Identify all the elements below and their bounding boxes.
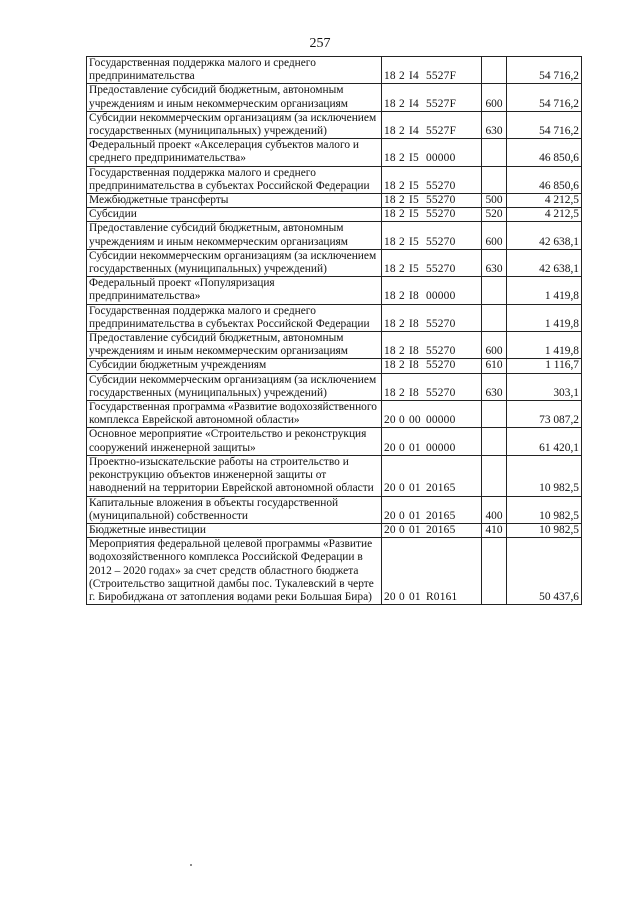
row-name: Федеральный проект «Популяризация предпринимательства» [87, 277, 382, 304]
code-part: 01 [409, 523, 421, 536]
row-name: Субсидии некоммерческим организациям (за исключением государственных (муниципальных) учреждений) [87, 373, 382, 400]
row-code [382, 538, 482, 605]
code-part: 00 [409, 414, 421, 427]
code-part: 55270 [426, 359, 456, 372]
code-part: 2 [399, 152, 405, 165]
row-name: Федеральный проект «Акселерация субъектов малого и среднего предпринимательства» [87, 139, 382, 166]
row-expense-type: 500 [482, 194, 507, 208]
row-code [382, 194, 482, 208]
row-code [382, 496, 482, 523]
table-row [87, 455, 582, 496]
code-part: 18 [384, 152, 396, 165]
row-expense-type [482, 139, 507, 166]
row-amount: 50 437,6 [507, 538, 582, 605]
table-row [87, 496, 582, 523]
code-part: 2 [399, 263, 405, 276]
code-part: 55270 [426, 208, 456, 221]
code-part: 55270 [426, 386, 456, 399]
code-part: 2 [399, 290, 405, 303]
code-part: 20 [384, 414, 396, 427]
table-row [87, 428, 582, 455]
row-name: Государственная программа «Развитие водохозяйственного комплекса Еврейской автономной области» [87, 401, 382, 428]
row-name: Межбюджетные трансферты [87, 194, 382, 208]
row-expense-type: 520 [482, 208, 507, 222]
row-expense-type [482, 57, 507, 84]
code-part: 18 [384, 263, 396, 276]
code-part: 18 [384, 235, 396, 248]
code-part: 20 [384, 482, 396, 495]
code-part: 2 [399, 179, 405, 192]
row-name: Государственная поддержка малого и среднего предпринимательства в субъектах Российской Федерации [87, 304, 382, 331]
code-part: 55270 [426, 179, 456, 192]
table-row [87, 249, 582, 276]
row-amount: 61 420,1 [507, 428, 582, 455]
code-part: 01 [409, 482, 421, 495]
code-part: I5 [409, 208, 419, 221]
code-part: I8 [409, 345, 419, 358]
row-amount: 46 850,6 [507, 139, 582, 166]
code-part: 55270 [426, 317, 456, 330]
row-amount: 303,1 [507, 373, 582, 400]
code-part: 20165 [426, 523, 456, 536]
row-name: Капитальные вложения в объекты государственной (муниципальной) собственности [87, 496, 382, 523]
code-part: 0 [399, 482, 405, 495]
table-row [87, 304, 582, 331]
table-row [87, 332, 582, 359]
row-expense-type: 600 [482, 84, 507, 111]
page-number: 257 [309, 36, 331, 51]
row-amount: 54 716,2 [507, 111, 582, 138]
row-expense-type: 630 [482, 373, 507, 400]
code-part: 55270 [426, 194, 456, 207]
table-row [87, 401, 582, 428]
row-code [382, 166, 482, 193]
row-amount: 10 982,5 [507, 496, 582, 523]
row-amount: 73 087,2 [507, 401, 582, 428]
code-part: 2 [399, 194, 405, 207]
code-part: 55270 [426, 345, 456, 358]
row-name: Бюджетные инвестиции [87, 523, 382, 537]
code-part: 2 [399, 386, 405, 399]
row-amount: 10 982,5 [507, 523, 582, 537]
row-expense-type [482, 304, 507, 331]
table-row [87, 111, 582, 138]
budget-table [86, 56, 582, 605]
table-row [87, 194, 582, 208]
code-part: I4 [409, 70, 419, 83]
row-amount: 42 638,1 [507, 222, 582, 249]
row-amount: 10 982,5 [507, 455, 582, 496]
code-part: R0161 [426, 590, 458, 603]
code-part: I5 [409, 179, 419, 192]
code-part: 01 [409, 590, 421, 603]
code-part: 5527F [426, 125, 457, 138]
row-code [382, 208, 482, 222]
row-name: Субсидии некоммерческим организациям (за исключением государственных (муниципальных) учреждений) [87, 111, 382, 138]
code-part: 00000 [426, 441, 456, 454]
row-name: Предоставление субсидий бюджетным, автономным учреждениям и иным некоммерческим организациям [87, 84, 382, 111]
table-row [87, 139, 582, 166]
scan-speck [190, 864, 192, 866]
row-amount: 54 716,2 [507, 57, 582, 84]
row-code [382, 401, 482, 428]
code-part: 2 [399, 208, 405, 221]
table-row [87, 523, 582, 537]
row-name: Предоставление субсидий бюджетным, автономным учреждениям и иным некоммерческим организациям [87, 332, 382, 359]
code-part: 18 [384, 194, 396, 207]
code-part: 00000 [426, 152, 456, 165]
code-part: 01 [409, 441, 421, 454]
row-name: Проектно-изыскательские работы на строительство и реконструкцию объектов инженерной защиты от наводнений на территории Еврейской автономной области [87, 455, 382, 496]
code-part: 18 [384, 125, 396, 138]
row-expense-type: 400 [482, 496, 507, 523]
row-name: Основное мероприятие «Строительство и реконструкция сооружений инженерной защиты» [87, 428, 382, 455]
code-part: 0 [399, 523, 405, 536]
budget-table-body [87, 57, 582, 605]
row-code [382, 222, 482, 249]
code-part: I8 [409, 359, 419, 372]
code-part: 20 [384, 523, 396, 536]
code-part: 18 [384, 345, 396, 358]
code-part: 0 [399, 590, 405, 603]
code-part: 20165 [426, 482, 456, 495]
row-code [382, 373, 482, 400]
code-part: 2 [399, 345, 405, 358]
row-code [382, 249, 482, 276]
code-part: 2 [399, 359, 405, 372]
row-amount: 1 419,8 [507, 277, 582, 304]
code-part: 00000 [426, 290, 456, 303]
code-part: 20 [384, 590, 396, 603]
table-row [87, 208, 582, 222]
row-expense-type: 610 [482, 359, 507, 373]
code-part: I4 [409, 125, 419, 138]
code-part: 18 [384, 290, 396, 303]
code-part: 55270 [426, 235, 456, 248]
row-code [382, 57, 482, 84]
code-part: 20 [384, 441, 396, 454]
row-expense-type: 630 [482, 249, 507, 276]
row-expense-type: 600 [482, 222, 507, 249]
table-row [87, 277, 582, 304]
row-expense-type: 410 [482, 523, 507, 537]
row-code [382, 359, 482, 373]
code-part: 0 [399, 441, 405, 454]
row-expense-type [482, 401, 507, 428]
code-part: 18 [384, 386, 396, 399]
code-part: 5527F [426, 70, 457, 83]
table-row [87, 166, 582, 193]
code-part: 18 [384, 208, 396, 221]
row-amount: 4 212,5 [507, 194, 582, 208]
table-row [87, 84, 582, 111]
row-code [382, 428, 482, 455]
code-part: 55270 [426, 263, 456, 276]
row-code [382, 332, 482, 359]
row-name: Субсидии [87, 208, 382, 222]
code-part: 01 [409, 509, 421, 522]
row-expense-type [482, 428, 507, 455]
code-part: 18 [384, 70, 396, 83]
row-expense-type [482, 455, 507, 496]
row-amount: 1 419,8 [507, 304, 582, 331]
code-part: 18 [384, 317, 396, 330]
code-part: 2 [399, 125, 405, 138]
row-code [382, 111, 482, 138]
table-row [87, 57, 582, 84]
row-amount: 46 850,6 [507, 166, 582, 193]
row-expense-type: 630 [482, 111, 507, 138]
row-code [382, 84, 482, 111]
table-row [87, 373, 582, 400]
row-name: Предоставление субсидий бюджетным, автономным учреждениям и иным некоммерческим организациям [87, 222, 382, 249]
code-part: 18 [384, 179, 396, 192]
code-part: I8 [409, 290, 419, 303]
code-part: I5 [409, 194, 419, 207]
row-amount: 4 212,5 [507, 208, 582, 222]
table-row [87, 538, 582, 605]
row-code [382, 304, 482, 331]
code-part: 0 [399, 414, 405, 427]
code-part: 2 [399, 97, 405, 110]
code-part: 2 [399, 70, 405, 83]
row-name: Мероприятия федеральной целевой программы «Развитие водохозяйственного комплекса Российской Федерации в 2012 – 2020 годах» за счет средств областного бюджета (Строительство защитной дамбы пос. Тукалевский в черте г. Биробиджана от затопления водами реки Большая Бира) [87, 538, 382, 605]
code-part: I5 [409, 263, 419, 276]
code-part: I5 [409, 235, 419, 248]
code-part: 00000 [426, 414, 456, 427]
row-code [382, 523, 482, 537]
row-amount: 1 419,8 [507, 332, 582, 359]
row-expense-type [482, 538, 507, 605]
code-part: I8 [409, 386, 419, 399]
code-part: 18 [384, 97, 396, 110]
row-code [382, 277, 482, 304]
row-name: Субсидии некоммерческим организациям (за исключением государственных (муниципальных) учреждений) [87, 249, 382, 276]
row-amount: 42 638,1 [507, 249, 582, 276]
row-expense-type: 600 [482, 332, 507, 359]
row-expense-type [482, 277, 507, 304]
code-part: I8 [409, 317, 419, 330]
code-part: 20165 [426, 509, 456, 522]
code-part: 20 [384, 509, 396, 522]
code-part: 2 [399, 317, 405, 330]
row-code [382, 139, 482, 166]
code-part: I4 [409, 97, 419, 110]
code-part: 0 [399, 509, 405, 522]
row-name: Государственная поддержка малого и среднего предпринимательства [87, 57, 382, 84]
row-expense-type [482, 166, 507, 193]
code-part: 2 [399, 235, 405, 248]
row-amount: 54 716,2 [507, 84, 582, 111]
row-amount: 1 116,7 [507, 359, 582, 373]
code-part: 5527F [426, 97, 457, 110]
code-part: 18 [384, 359, 396, 372]
code-part: I5 [409, 152, 419, 165]
table-row [87, 222, 582, 249]
row-name: Субсидии бюджетным учреждениям [87, 359, 382, 373]
row-code [382, 455, 482, 496]
row-name: Государственная поддержка малого и среднего предпринимательства в субъектах Российской Федерации [87, 166, 382, 193]
table-row [87, 359, 582, 373]
